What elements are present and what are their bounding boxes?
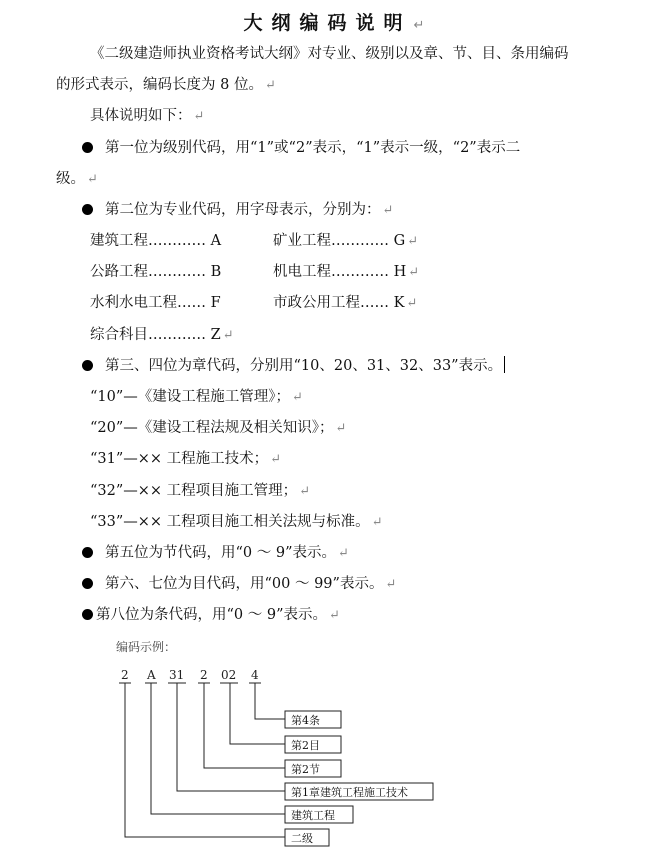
paragraph-mark-icon: ↵ bbox=[406, 296, 418, 311]
paragraph-mark-icon: ↵ bbox=[292, 390, 303, 405]
box-label: 第1章建筑工程施工技术 bbox=[291, 786, 408, 799]
chapter-text: “31”—×× 工程施工技术； bbox=[90, 451, 269, 467]
intro-text: 具体说明如下： bbox=[90, 108, 192, 124]
specialty-text: 公路工程………… B bbox=[90, 264, 222, 280]
box-label: 建筑工程 bbox=[291, 809, 335, 822]
para1-line1-text: 《二级建造师执业资格考试大纲》对专业、级别以及章、节、目、条用编码 bbox=[90, 46, 569, 62]
box-label: 第4条 bbox=[291, 714, 320, 727]
specialty-text: 机电工程………… H bbox=[273, 264, 407, 280]
example-label: 编码示例： bbox=[116, 640, 177, 654]
paragraph-mark-icon: ↵ bbox=[299, 484, 311, 499]
specialty-text: 建筑工程………… A bbox=[90, 233, 222, 249]
box-label: 第2目 bbox=[291, 739, 320, 752]
specialty-text: 矿业工程………… G bbox=[273, 233, 406, 249]
code-digit: 31 bbox=[169, 668, 185, 682]
connector-line bbox=[151, 683, 285, 814]
chapter-text: “10”—《建设工程施工管理》； bbox=[90, 389, 291, 405]
connector-line bbox=[177, 683, 285, 791]
specialty-text: 水利水电工程…… F bbox=[90, 295, 221, 311]
bullet4-text: 第五位为节代码，用“0 ～ 9”表示。 bbox=[105, 545, 336, 561]
specialty-text: 市政公用工程…… K bbox=[273, 295, 405, 311]
specialty-text: 综合科目………… Z bbox=[90, 327, 221, 343]
connector-line bbox=[255, 683, 285, 719]
connector-line bbox=[204, 683, 285, 768]
paragraph-mark-icon: ↵ bbox=[408, 265, 420, 280]
paragraph-mark-icon: ↵ bbox=[193, 109, 205, 124]
paragraph-mark-icon: ↵ bbox=[413, 18, 425, 33]
paragraph-mark-icon: ↵ bbox=[270, 452, 282, 467]
paragraph-mark-icon: ↵ bbox=[335, 421, 347, 436]
paragraph-mark-icon: ↵ bbox=[264, 78, 276, 93]
code-digit: 2 bbox=[121, 668, 129, 682]
code-digit: 2 bbox=[200, 668, 208, 682]
chapter-text: “32”—×× 工程项目施工管理； bbox=[90, 483, 298, 499]
paragraph-mark-icon: ↵ bbox=[371, 515, 383, 530]
paragraph-mark-icon: ↵ bbox=[222, 328, 234, 343]
paragraph-mark-icon: ↵ bbox=[338, 546, 349, 561]
title-text: 大纲编码说明 bbox=[243, 12, 412, 34]
bullet3-text: 第三、四位为章代码，分别用“10、20、31、32、33”表示。 bbox=[105, 358, 503, 374]
bullet5-text: 第六、七位为目代码，用“00 ～ 99”表示。 bbox=[105, 576, 384, 592]
paragraph-mark-icon: ↵ bbox=[385, 577, 397, 592]
bullet1-line2-text: 级。 bbox=[56, 171, 85, 187]
code-digit: A bbox=[147, 668, 156, 682]
chapter-text: “20”—《建设工程法规及相关知识》； bbox=[90, 420, 334, 436]
paragraph-mark-icon: ↵ bbox=[329, 608, 340, 623]
paragraph-mark-icon: ↵ bbox=[382, 203, 394, 218]
box-label: 二级 bbox=[291, 832, 313, 845]
code-digit: 4 bbox=[251, 668, 259, 682]
code-digit: 02 bbox=[221, 668, 237, 682]
bullet1-text: 第一位为级别代码，用“1”或“2”表示，“1”表示一级，“2”表示二 bbox=[105, 140, 521, 156]
paragraph-mark-icon: ↵ bbox=[87, 172, 98, 187]
box-label: 第2节 bbox=[291, 763, 320, 776]
bullet2-text: 第二位为专业代码，用字母表示，分别为： bbox=[105, 202, 381, 218]
paragraph-mark-icon: ↵ bbox=[407, 234, 419, 249]
bullet6-text: 第八位为条代码，用“0 ～ 9”表示。 bbox=[96, 607, 327, 623]
connector-line bbox=[230, 683, 285, 744]
chapter-text: “33”—×× 工程项目施工相关法规与标准。 bbox=[90, 514, 370, 530]
para1-line2-text: 的形式表示，编码长度为 8 位。 bbox=[56, 77, 263, 93]
